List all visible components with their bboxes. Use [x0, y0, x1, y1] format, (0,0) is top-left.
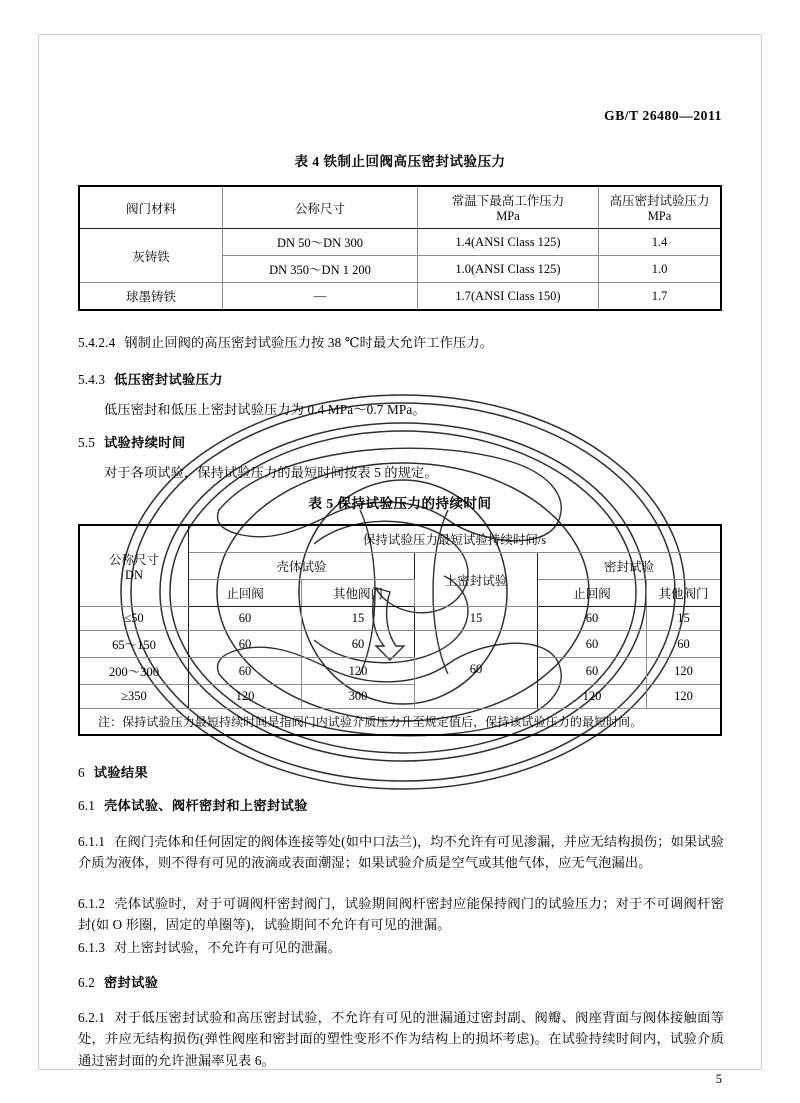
table5-cell-seal-other: 60 — [647, 631, 722, 658]
table5-sub-check-valve: 止回阀 — [189, 580, 302, 607]
clause-number: 6.2 — [78, 975, 95, 990]
table4-cell-size: DN 50～DN 300 — [223, 229, 418, 256]
table4-cell-material: 球墨铸铁 — [79, 283, 223, 311]
clause-5-4-2-4 — [78, 332, 724, 353]
table4-cell-size: — — [223, 283, 418, 311]
clause-title: 试验结果 — [93, 765, 149, 780]
table-row — [79, 685, 721, 709]
clause-6-1-heading — [78, 795, 724, 816]
table5-header-row-1 — [79, 525, 721, 553]
table5-group-seal-test: 密封试验 — [538, 553, 722, 580]
clause-5-4-3-body: 低压密封和低压上密封试验压力为 0.4 MPa～0.7 MPa。 — [104, 402, 426, 417]
table4-col-size: 公称尺寸 — [223, 186, 418, 229]
clause-5-5-body: 对于各项试验，保持试验压力的最短时间按表 5 的规定。 — [104, 465, 438, 480]
table4-col-material: 阀门材料 — [79, 186, 223, 229]
table5-cell-dn: 200～300 — [79, 658, 189, 685]
clause-number: 6.1.2 — [78, 896, 106, 911]
table5-group-backseat-test: 上密封试验 — [415, 553, 538, 607]
table5-cell-dn: 65～150 — [79, 631, 189, 658]
table5-cell-shell-check: 120 — [189, 685, 302, 709]
clause-number: 6 — [78, 765, 85, 780]
clause-text: 壳体试验时，对于可调阀杆密封阀门，试验期间阀杆密封应能保持阀门的试验压力；对于不可调阀杆密封(如 O 形圈，固定的单圈等)，试验期间不允许有可见的泄漏。 — [78, 896, 724, 933]
table5-cell-seal-check: 60 — [538, 631, 647, 658]
clause-number: 6.1.1 — [78, 834, 106, 849]
table5-cell-shell-other: 60 — [302, 631, 415, 658]
clause-title: 密封试验 — [103, 975, 159, 990]
table5-sub-check-valve: 止回阀 — [538, 580, 647, 607]
table5-cell-shell-check: 60 — [189, 631, 302, 658]
table-row — [79, 658, 721, 685]
clause-number: 6.2.1 — [78, 1010, 106, 1025]
table4-cell-size: DN 350～DN 1 200 — [223, 256, 418, 283]
clause-text: 钢制止回阀的高压密封试验压力按 38 ℃时最大允许工作压力。 — [124, 335, 494, 350]
clause-text: 在阀门壳体和任何固定的阀体连接等处(如中口法兰)，均不允许有可见渗漏，并应无结构损伤；如果试验介质为液体，则不得有可见的液滴或表面潮湿；如果试验介质是空气或其他气体，应无气泡漏出。 — [78, 834, 724, 871]
table4-header-row — [79, 186, 721, 229]
table4-cell-test-pressure: 1.7 — [599, 283, 722, 311]
clause-number: 6.1 — [78, 798, 95, 813]
clause-number: 5.4.3 — [78, 372, 106, 387]
standard-number-header: GB/T 26480—2011 — [604, 108, 722, 123]
table5-cell-backseat: 60 — [415, 631, 538, 709]
table5-col-nominal-size: 公称尺寸 DN — [79, 525, 189, 607]
clause-6-2-1 — [78, 1007, 724, 1071]
table5-cell-shell-other: 15 — [302, 607, 415, 631]
table5-span-header: 保持试验压力最短试验持续时间/s — [189, 525, 722, 553]
table4-col-high-pressure-test: 高压密封试验压力 MPa — [599, 186, 722, 229]
table-row — [79, 607, 721, 631]
table4 — [78, 185, 722, 311]
table4-cell-working-pressure: 1.7(ANSI Class 150) — [418, 283, 599, 311]
clause-6-1-2 — [78, 893, 724, 936]
table5-cell-dn: ≥350 — [79, 685, 189, 709]
table5-cell-dn: ≤50 — [79, 607, 189, 631]
table4-col-working-pressure: 常温下最高工作压力 MPa — [418, 186, 599, 229]
table5-cell-seal-other: 15 — [647, 607, 722, 631]
table5-cell-seal-check: 60 — [538, 607, 647, 631]
clause-6-2-heading — [78, 972, 724, 993]
clause-title: 试验持续时间 — [103, 435, 186, 450]
clause-number: 5.5 — [78, 435, 95, 450]
table5-cell-shell-other: 120 — [302, 658, 415, 685]
clause-5-4-3-heading — [78, 369, 724, 390]
table-row — [79, 283, 721, 311]
table-row — [79, 631, 721, 658]
table4-cell-test-pressure: 1.0 — [599, 256, 722, 283]
table5-cell-backseat: 15 — [415, 607, 538, 631]
table5-cell-shell-other: 300 — [302, 685, 415, 709]
table4-cell-working-pressure: 1.4(ANSI Class 125) — [418, 229, 599, 256]
clause-6-1-1 — [78, 831, 724, 874]
table5-cell-seal-check: 120 — [538, 685, 647, 709]
table4-cell-working-pressure: 1.0(ANSI Class 125) — [418, 256, 599, 283]
table5-caption: 表 5 保持试验压力的持续时间 — [308, 496, 492, 511]
clause-title: 低压密封试验压力 — [114, 372, 223, 387]
table5-group-shell-test: 壳体试验 — [189, 553, 415, 580]
table4-caption: 表 4 铁制止回阀高压密封试验压力 — [294, 154, 506, 169]
table5-cell-seal-check: 60 — [538, 658, 647, 685]
clause-text: 对于低压密封试验和高压密封试验，不允许有可见的泄漏通过密封副、阀瓣、阀座背面与阀体接触面等处，并应无结构损伤(弹性阀座和密封面的塑性变形不作为结构上的损坏考虑)。在试验持续时间内，试验介质通过密封面的允许泄漏率见表 6。 — [78, 1010, 724, 1068]
table4-cell-test-pressure: 1.4 — [599, 229, 722, 256]
table5-cell-shell-check: 60 — [189, 658, 302, 685]
page-number: 5 — [715, 1072, 722, 1086]
clause-6-heading — [78, 762, 724, 783]
table5-cell-seal-other: 120 — [647, 685, 722, 709]
clause-number: 5.4.2.4 — [78, 335, 116, 350]
clause-text: 对上密封试验，不允许有可见的泄漏。 — [114, 940, 341, 955]
table5-cell-seal-other: 120 — [647, 658, 722, 685]
clause-5-5-heading — [78, 432, 724, 453]
clause-number: 6.1.3 — [78, 940, 106, 955]
table5 — [78, 524, 722, 736]
clause-6-1-3 — [78, 937, 724, 958]
table5-sub-other-valve: 其他阀门 — [302, 580, 415, 607]
table5-sub-other-valve: 其他阀门 — [647, 580, 722, 607]
table5-note: 注：保持试验压力最短持续时间是指阀门内试验介质压力升至规定值后，保持该试验压力的最短时间。 — [79, 709, 721, 736]
table5-note-row — [79, 709, 721, 736]
clause-title: 壳体试验、阀杆密封和上密封试验 — [103, 798, 308, 813]
table4-cell-material: 灰铸铁 — [79, 229, 223, 283]
table-row — [79, 229, 721, 256]
table5-cell-shell-check: 60 — [189, 607, 302, 631]
